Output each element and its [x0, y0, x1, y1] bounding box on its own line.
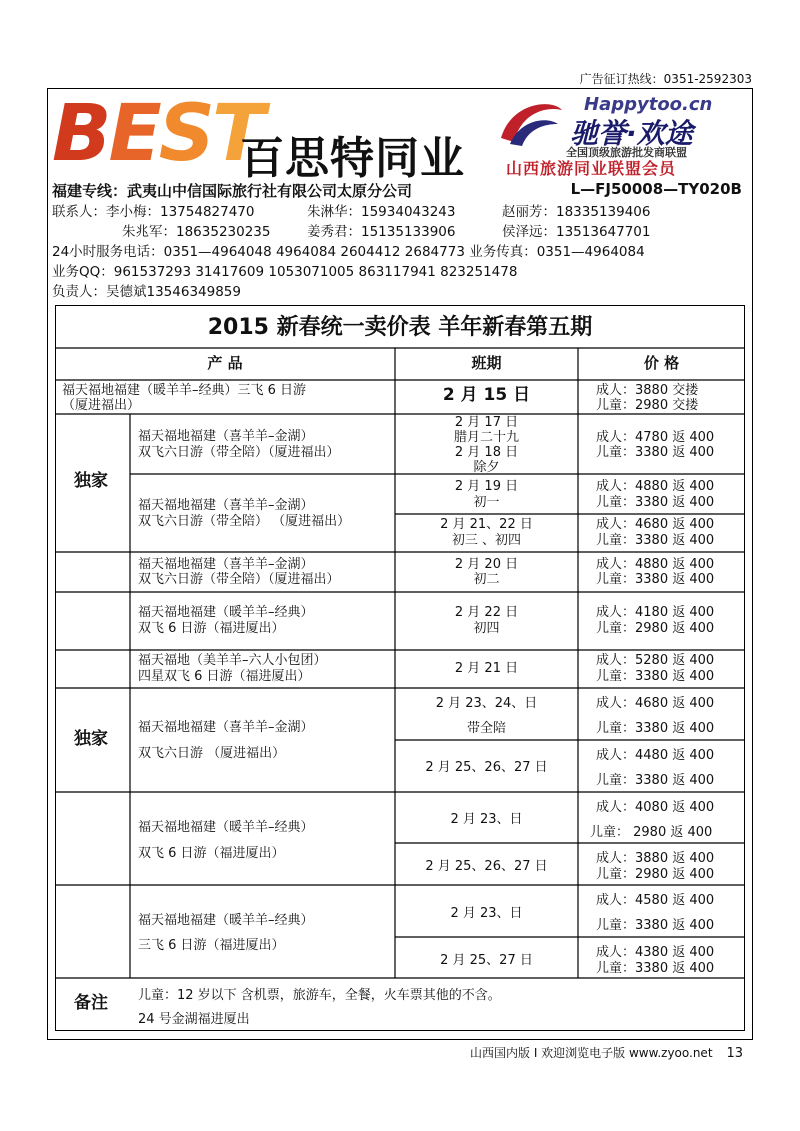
row12-adult: 成人：4580 返 400	[596, 893, 715, 908]
row10-product-2: 双飞 6 日游（福进厦出）	[138, 846, 285, 861]
row6-product-2: 双飞 6 日游（福进厦出）	[138, 621, 285, 636]
row8-date-1: 2 月 23、24、日	[435, 696, 538, 711]
row2-product-2: 双飞六日游（带全陪）（厦进福出）	[138, 445, 340, 460]
row3-product-2: 双飞六日游（带全陪） （厦进福出）	[138, 514, 351, 529]
row4-child: 儿童：3380 返 400	[596, 533, 715, 548]
row2-date-4: 除夕	[473, 460, 500, 475]
row13-child: 儿童：3380 返 400	[596, 961, 715, 976]
row12-product-2: 三飞 6 日游（福进厦出）	[138, 938, 285, 953]
brand-name: 百思特同业	[240, 133, 465, 184]
row7-child: 儿童：3380 返 400	[596, 669, 715, 684]
row12-date: 2 月 23、日	[450, 906, 523, 921]
category-notes: 备注	[74, 993, 108, 1013]
row12-child: 儿童：3380 返 400	[596, 918, 715, 933]
row7-date: 2 月 21 日	[454, 661, 519, 676]
row10-adult: 成人：4080 返 400	[596, 800, 715, 815]
partner-sub1: 全国顶级旅游批发商联盟	[566, 146, 687, 159]
row2-product-1: 福天福地福建（喜羊羊–金湖）	[138, 429, 314, 444]
row5-date-1: 2 月 20 日	[454, 557, 519, 572]
note-1: 儿童：12 岁以下 含机票，旅游车，全餐，火车票其他的不含。	[138, 988, 501, 1003]
row5-product-2: 双飞六日游（带全陪）（厦进福出）	[138, 572, 340, 587]
footer	[470, 1044, 743, 1061]
license-code: L—FJ50008—TY020B	[570, 180, 742, 198]
row1-product-1: 福天福地福建（暖羊羊–经典）三飞 6 日游	[62, 383, 307, 398]
row1-adult: 成人：3880 交搂	[596, 383, 699, 398]
category-exclusive-2: 独家	[74, 729, 108, 749]
row9-child: 儿童：3380 返 400	[596, 773, 715, 788]
row2-adult: 成人：4780 返 400	[596, 430, 715, 445]
row7-adult: 成人：5280 返 400	[596, 653, 715, 668]
row6-adult: 成人：4180 返 400	[596, 605, 715, 620]
row2-child: 儿童：3380 返 400	[596, 445, 715, 460]
row8-date-2: 带全陪	[466, 721, 506, 736]
row1-child: 儿童：2980 交搂	[596, 398, 699, 413]
row8-product-1: 福天福地福建（喜羊羊–金湖）	[138, 720, 314, 735]
header-product: 产 品	[207, 354, 243, 372]
row5-product-1: 福天福地福建（喜羊羊–金湖）	[138, 557, 314, 572]
row5-adult: 成人：4880 返 400	[596, 557, 715, 572]
row5-date-2: 初二	[473, 572, 500, 587]
row6-product-1: 福天福地福建（暖羊羊–经典）	[138, 605, 314, 620]
best-logo: BEST	[52, 89, 263, 179]
row6-date-1: 2 月 22 日	[454, 605, 519, 620]
table-title: 2015 新春统一卖价表 羊年新春第五期	[207, 315, 593, 340]
partner-en: Happytoo.cn	[584, 94, 713, 115]
row8-child: 儿童：3380 返 400	[596, 721, 715, 736]
row13-date: 2 月 25、27 日	[440, 953, 533, 968]
row7-product-2: 四星双飞 6 日游（福进厦出）	[138, 669, 311, 684]
row2-date-1: 2 月 17 日	[454, 415, 519, 430]
row1-product-2: （厦进福出）	[62, 398, 141, 413]
page-number: 13	[726, 1046, 744, 1061]
ad-hotline: 广告征订热线：0351-2592303	[579, 72, 752, 86]
row8-product-2: 双飞六日游 （厦进福出）	[138, 746, 286, 761]
row9-date: 2 月 25、26、27 日	[425, 760, 548, 775]
row11-child: 儿童：2980 返 400	[596, 867, 715, 882]
note-2: 24 号金湖福进厦出	[138, 1012, 250, 1027]
row9-adult: 成人：4480 返 400	[596, 748, 715, 763]
row4-date-2: 初三 、初四	[451, 533, 522, 548]
partner-cn: 驰誉·欢途	[570, 117, 693, 150]
row12-product-1: 福天福地福建（暖羊羊–经典）	[138, 913, 314, 928]
row11-adult: 成人：3880 返 400	[596, 851, 715, 866]
row6-date-2: 初四	[473, 621, 500, 636]
row4-date-1: 2 月 21、22 日	[440, 517, 533, 532]
row7-product-1: 福天福地（美羊羊–六人小包团）	[138, 653, 327, 668]
row2-date-2: 腊月二十九	[453, 430, 519, 445]
row10-child: 儿童： 2980 返 400	[590, 825, 713, 840]
row5-child: 儿童：3380 返 400	[596, 572, 715, 587]
row3-adult: 成人：4880 返 400	[596, 479, 715, 494]
company-name: 福建专线：武夷山中信国际旅行社有限公司太原分公司	[52, 182, 413, 200]
category-exclusive: 独家	[74, 471, 108, 491]
header-price: 价 格	[643, 354, 680, 372]
row4-adult: 成人：4680 返 400	[596, 517, 715, 532]
header-date: 班期	[471, 354, 502, 372]
row3-child: 儿童：3380 返 400	[596, 495, 715, 510]
row3-date-1: 2 月 19 日	[454, 479, 519, 494]
row2-date-3: 2 月 18 日	[454, 445, 519, 460]
footer-text: 山西国内版 I 欢迎浏览电子版 www.zyoo.net	[470, 1046, 713, 1060]
row10-date: 2 月 23、日	[450, 812, 523, 827]
row6-child: 儿童：2980 返 400	[596, 621, 715, 636]
row3-product-1: 福天福地福建（喜羊羊–金湖）	[138, 498, 314, 513]
row1-date: 2 月 15 日	[442, 385, 531, 405]
row10-product-1: 福天福地福建（暖羊羊–经典）	[138, 820, 314, 835]
row3-date-2: 初一	[473, 495, 500, 510]
row8-adult: 成人：4680 返 400	[596, 696, 715, 711]
row11-date: 2 月 25、26、27 日	[425, 859, 548, 874]
row13-adult: 成人：4380 返 400	[596, 945, 715, 960]
partner-sub2: 山西旅游同业联盟会员	[506, 159, 677, 178]
